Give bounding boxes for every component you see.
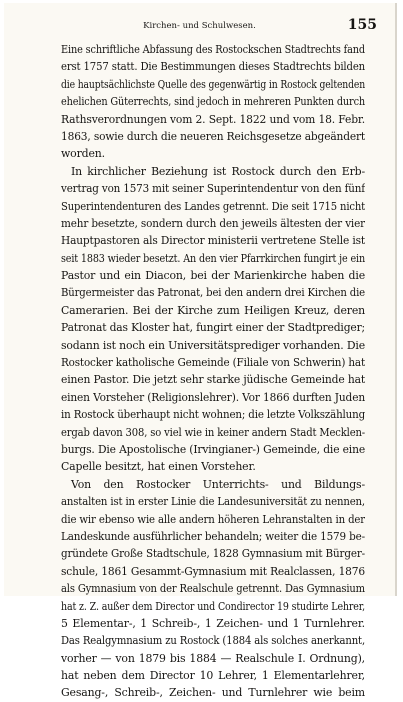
text-line: schule, 1861 Gesammt-Gymnasium mit Realclassen, 1876 xyxy=(61,564,365,578)
text-line: sodann ist noch ein Universitätsprediger vorhanden. Die xyxy=(61,338,365,352)
text-line: vertrag von 1573 mit seiner Superintendentur von den fünf xyxy=(61,182,365,196)
text-line: In kirchlicher Beziehung ist Rostock durch den Erb- xyxy=(71,164,365,178)
text-line: Patronat das Kloster hat, fungirt einer der Stadtprediger; xyxy=(61,321,365,335)
page-header xyxy=(4,17,395,41)
text-line: Gesang-, Schreib-, Zeichen- und Turnlehrer wie beim xyxy=(61,686,365,700)
body-text xyxy=(61,41,365,700)
text-line: Rathsverordnungen vom 2. Sept. 1822 und vom 18. Febr. xyxy=(61,112,365,126)
text-line: ergab davon 308, so viel wie in keiner andern Stadt Mecklen- xyxy=(61,425,365,439)
text-line: erst 1757 statt. Die Bestimmungen dieses Stadtrechts bilden xyxy=(61,60,365,74)
text-line: einen Pastor. Die jetzt sehr starke jüdische Gemeinde hat xyxy=(61,373,365,387)
text-line: Von den Rostocker Unterrichts- und Bildungs- xyxy=(71,477,365,491)
text-line: in Rostock überhaupt nicht wohnen; die letzte Volkszählung xyxy=(61,408,365,422)
text-line: Landeskunde ausführlicher behandeln; weiter die 1579 be- xyxy=(61,529,365,543)
text-line: Camerarien. Bei der Kirche zum Heiligen Kreuz, deren xyxy=(61,303,365,317)
text-line: ehelichen Güterrechts, sind jedoch in mehreren Punkten durch xyxy=(61,95,365,109)
text-line: Hauptpastoren als Director ministerii vertretene Stelle ist xyxy=(61,234,365,248)
text-line: mehr besetzte, sondern durch den jeweils ältesten der vier xyxy=(61,216,365,230)
text-line: die hauptsächlichste Quelle des gegenwärtig in Rostock geltenden xyxy=(61,77,365,91)
text-line: die wir ebenso wie alle andern höheren Lehranstalten in der xyxy=(61,512,365,526)
text-line: als Gymnasium von der Realschule getrennt. Das Gymnasium xyxy=(61,582,365,596)
text-line: einen Vorsteher (Religionslehrer). Vor 1866 durften Juden xyxy=(61,390,365,404)
page-number: 155 xyxy=(347,17,377,33)
text-line: Bürgermeister das Patronat, bei den andern drei Kirchen die xyxy=(61,286,365,300)
text-line: hat z. Z. außer dem Director und Condirector 19 studirte Lehrer, xyxy=(61,599,365,613)
text-line: 5 Elementar-, 1 Schreib-, 1 Zeichen- und 1 Turnlehrer. xyxy=(61,616,365,630)
text-line: vorher — von 1879 bis 1884 — Realschule I. Ordnung), xyxy=(61,651,365,665)
text-line: gründete Große Stadtschule, 1828 Gymnasium mit Bürger- xyxy=(61,547,365,561)
text-line: Rostocker katholische Gemeinde (Filiale von Schwerin) hat xyxy=(61,356,365,370)
text-line: worden. xyxy=(61,147,105,161)
text-line: 1863, sowie durch die neueren Reichsgesetze abgeändert xyxy=(61,129,365,143)
book-page xyxy=(4,3,397,700)
text-line: seit 1883 wieder besetzt. An den vier Pfarrkirchen fungirt je ein xyxy=(61,251,365,265)
running-head: Kirchen- und Schulwesen. xyxy=(143,21,256,31)
text-line: Eine schriftliche Abfassung des Rostockschen Stadtrechts fand xyxy=(61,43,365,56)
text-line: hat neben dem Director 10 Lehrer, 1 Elementarlehrer, xyxy=(61,669,365,683)
text-line: anstalten ist in erster Linie die Landesuniversität zu nennen, xyxy=(61,495,365,509)
text-line: Pastor und ein Diacon, bei der Marienkirche haben die xyxy=(61,269,365,283)
text-line: Das Realgymnasium zu Rostock (1884 als solches anerkannt, xyxy=(61,634,365,648)
text-line: Capelle besitzt, hat einen Vorsteher. xyxy=(61,460,256,474)
text-line: burgs. Die Apostolische (Irvingianer-) Gemeinde, die eine xyxy=(61,442,365,456)
text-line: Superintendenturen des Landes getrennt. Die seit 1715 nicht xyxy=(61,199,365,213)
